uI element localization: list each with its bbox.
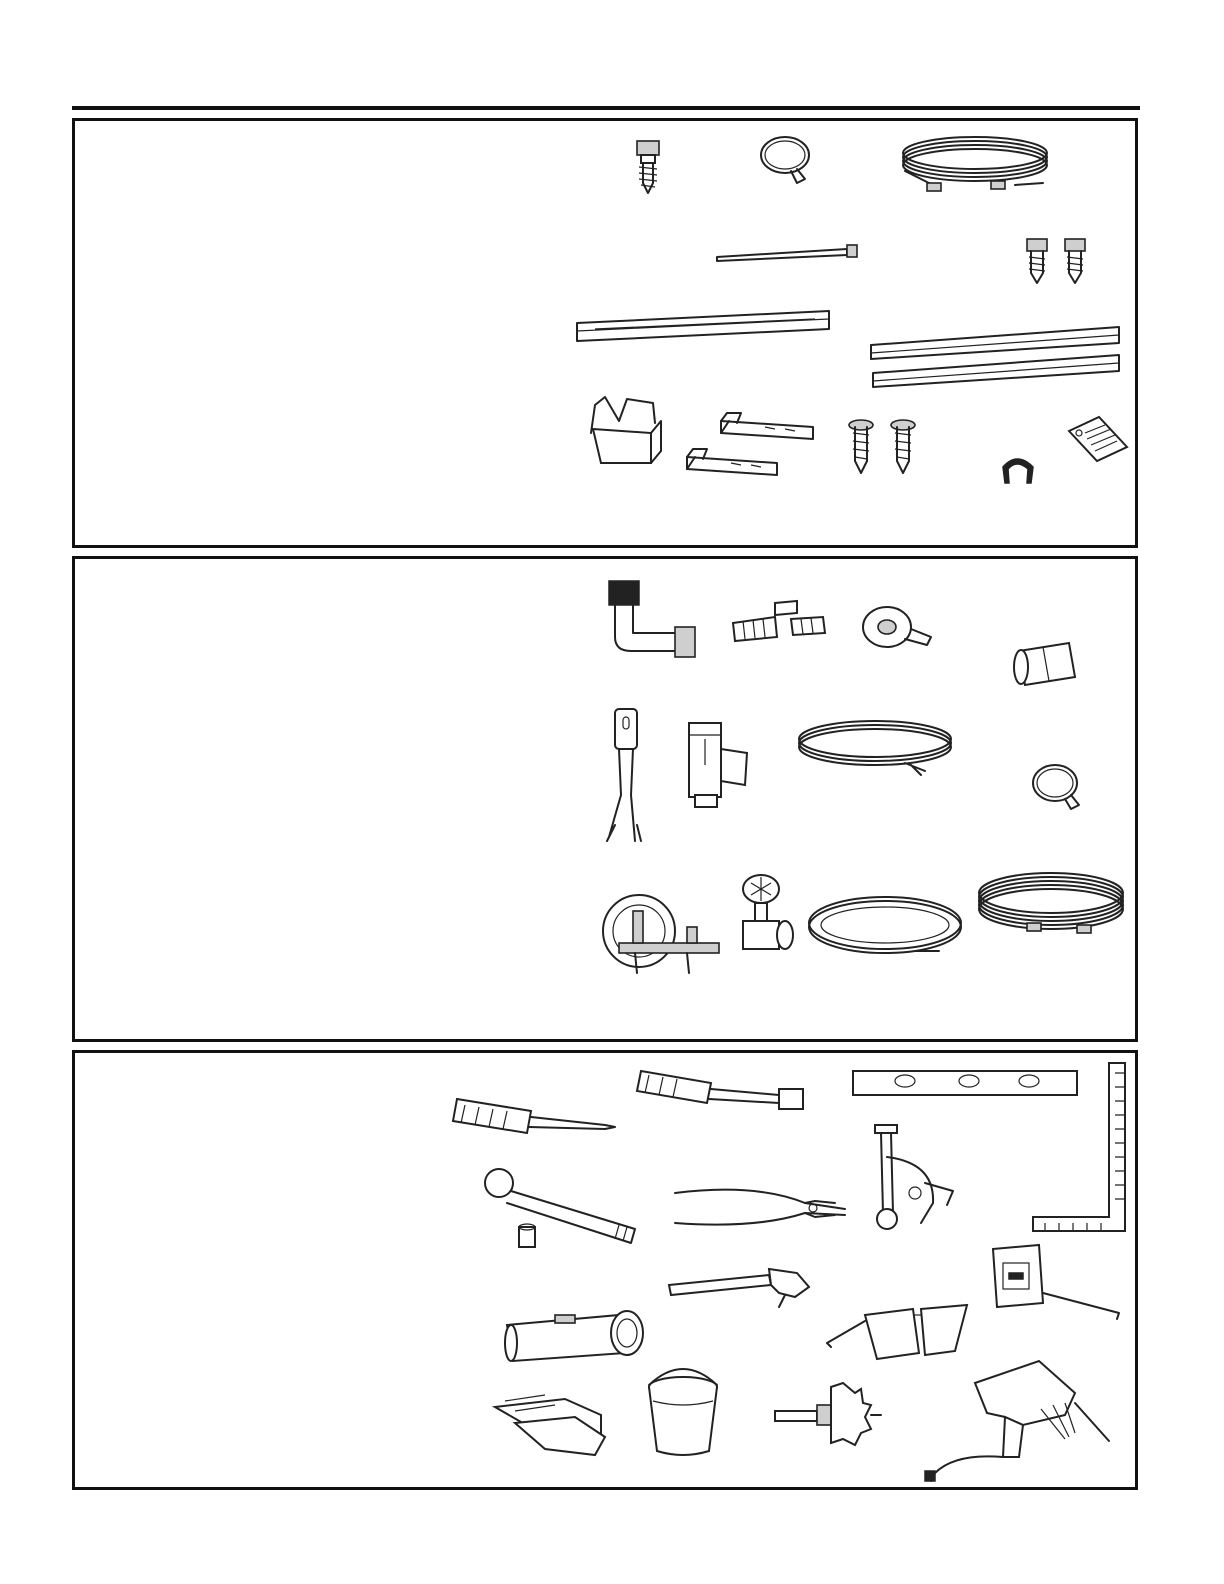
parts-included-illustrations	[75, 121, 1135, 545]
hole-saw-icon	[775, 1383, 881, 1445]
pair-of-side-rails-icon	[871, 327, 1119, 387]
two-screws-icon	[1027, 239, 1085, 283]
work-gloves-icon	[495, 1395, 605, 1455]
tools-needed-illustrations	[75, 1053, 1135, 1487]
parts-included-panel	[72, 118, 1138, 548]
phillips-screwdriver-icon	[453, 1099, 615, 1133]
tools-needed-panel	[72, 1050, 1138, 1490]
header-rule	[72, 106, 1140, 110]
grommet-clip-icon	[1003, 459, 1033, 483]
ratchet-and-socket-icon	[485, 1169, 635, 1247]
copper-tubing-coil-icon	[809, 897, 961, 953]
parts-needed-illustrations	[75, 559, 1135, 1039]
instruction-tag-icon	[1069, 417, 1127, 461]
strain-relief-connector-icon	[603, 895, 719, 973]
nut-driver-icon	[637, 1071, 803, 1109]
level-icon	[853, 1071, 1077, 1095]
adjustable-wrench-icon	[669, 1269, 809, 1307]
bucket-icon	[649, 1369, 717, 1455]
wire-nuts-icon	[733, 601, 825, 641]
wood-screws-icon	[849, 420, 915, 473]
braided-supply-hose-icon	[979, 873, 1123, 933]
tape-roll-icon	[863, 607, 931, 647]
pliers-icon	[675, 1190, 845, 1225]
tubing-cutter-icon	[875, 1125, 953, 1229]
hose-clamp-icon	[761, 137, 809, 183]
coiled-water-hose-icon	[903, 137, 1047, 191]
safety-glasses-icon	[827, 1305, 967, 1359]
junction-box-cover-icon	[591, 397, 661, 463]
elbow-fitting-icon	[609, 581, 695, 657]
cable-tie-icon	[717, 245, 857, 261]
power-drill-icon	[925, 1361, 1109, 1481]
tape-measure-icon	[993, 1245, 1119, 1319]
flashlight-icon	[505, 1311, 643, 1361]
power-cord-icon	[607, 709, 641, 841]
mounting-brackets-icon	[687, 413, 813, 475]
screw-icon	[637, 141, 659, 193]
long-mounting-rail-icon	[577, 311, 829, 341]
parts-needed-panel	[72, 556, 1138, 1042]
hose-clamp-icon	[1033, 765, 1079, 809]
electrical-cable-icon	[799, 721, 951, 775]
coupling-icon	[1014, 643, 1075, 685]
drain-tee-icon	[689, 723, 747, 807]
shutoff-valve-icon	[743, 875, 793, 949]
